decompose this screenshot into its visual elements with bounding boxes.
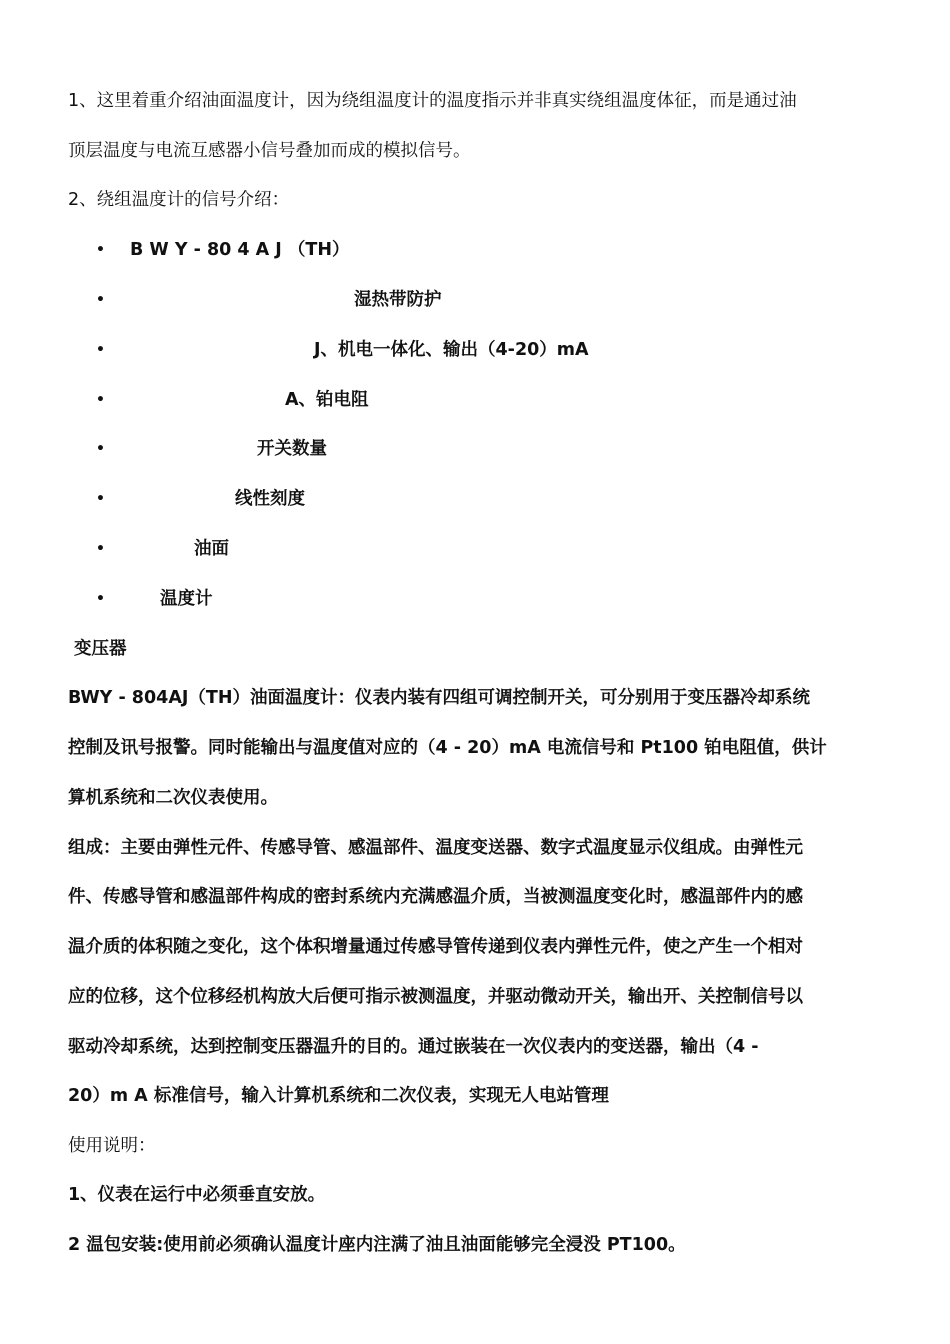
paragraph-1-line-1: 1、这里着重介绍油面温度计，因为绕组温度计的温度指示并非真实绕组温度体征，而是通过油 [68, 91, 797, 111]
description-line-2: 控制及讯号报警。同时能输出与温度值对应的（4 - 20）mA 电流信号和 Pt100 铂电阻值，供计 [68, 738, 827, 758]
bullet-item-switch-count: 开关数量 [257, 439, 327, 459]
bullet-marker: • [96, 491, 105, 507]
usage-item-1: 1、仪表在运行中必须垂直安放。 [68, 1185, 326, 1205]
paragraph-2: 2、绕组温度计的信号介绍： [68, 190, 290, 210]
paragraph-1-line-2: 顶层温度与电流互感器小信号叠加而成的模拟信号。 [68, 141, 471, 161]
bullet-marker: • [96, 591, 105, 607]
composition-line-5: 驱动冷却系统，达到控制变压器温升的目的。通过嵌装在一次仪表内的变送器，输出（4 - [68, 1037, 759, 1057]
usage-title: 使用说明： [68, 1136, 156, 1156]
bullet-marker: • [96, 242, 105, 258]
composition-line-2: 件、传感导管和感温部件构成的密封系统内充满感温介质，当被测温度变化时，感温部件内的感 [68, 887, 803, 907]
composition-line-1: 组成：主要由弹性元件、传感导管、感温部件、温度变送器、数字式温度显示仪组成。由弹性元 [68, 838, 803, 858]
transformer-label: 变压器 [74, 639, 127, 659]
bullet-item-thermometer: 温度计 [160, 589, 213, 609]
bullet-marker: • [96, 392, 105, 408]
bullet-item-model-code: B W Y - 80 4 A J （TH） [130, 240, 350, 260]
bullet-item-linear-scale: 线性刻度 [235, 489, 305, 509]
bullet-item-oil-surface: 油面 [194, 539, 229, 559]
composition-line-6: 20）m A 标准信号，输入计算机系统和二次仪表，实现无人电站管理 [68, 1086, 609, 1106]
composition-line-4: 应的位移，这个位移经机构放大后便可指示被测温度，并驱动微动开关，输出开、关控制信号以 [68, 987, 803, 1007]
bullet-marker: • [96, 541, 105, 557]
bullet-item-platinum-resistor: A、铂电阻 [285, 390, 369, 410]
composition-line-3: 温介质的体积随之变化，这个体积增量通过传感导管传递到仪表内弹性元件，使之产生一个相对 [68, 937, 803, 957]
description-line-3: 算机系统和二次仪表使用。 [68, 788, 278, 808]
bullet-item-electromechanical: J、机电一体化、输出（4-20）mA [314, 340, 589, 360]
usage-item-2: 2 温包安装:使用前必须确认温度计座内注满了油且油面能够完全浸没 PT100。 [68, 1235, 686, 1255]
bullet-item-tropical-protection: 湿热带防护 [354, 290, 442, 310]
bullet-marker: • [96, 441, 105, 457]
bullet-marker: • [96, 292, 105, 308]
bullet-marker: • [96, 342, 105, 358]
description-line-1: BWY - 804AJ（TH）油面温度计：仪表内装有四组可调控制开关，可分别用于变压器冷却系统 [68, 688, 810, 708]
